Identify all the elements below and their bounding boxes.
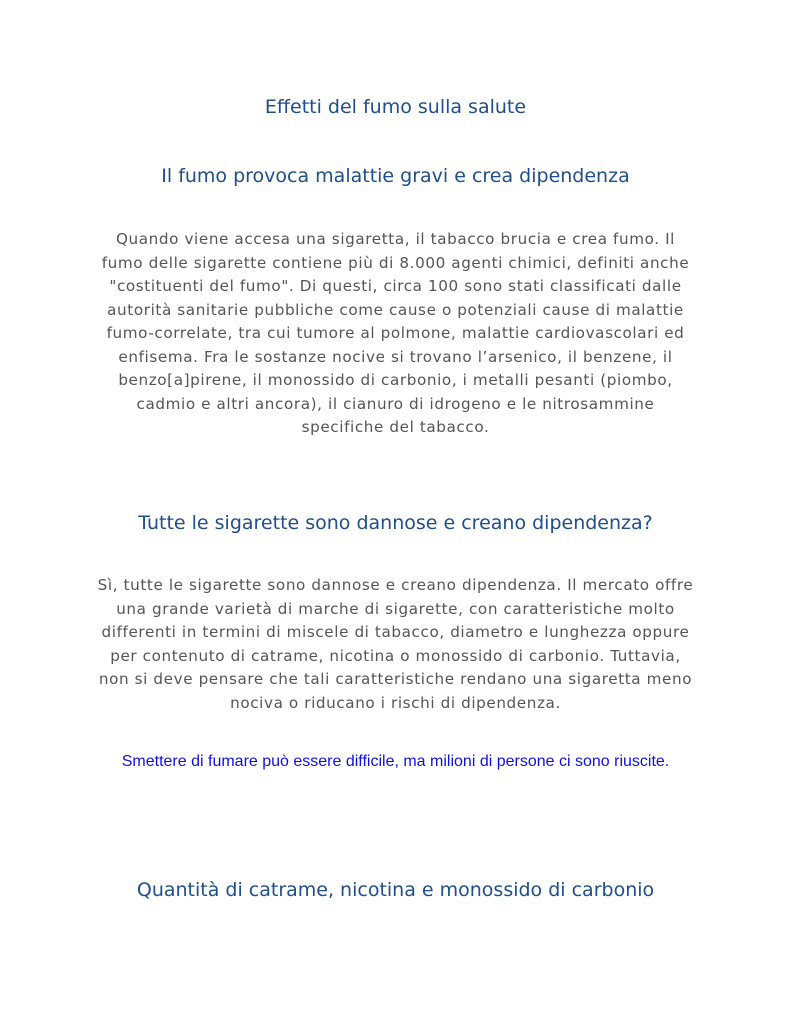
section-paragraph-health-effects: Quando viene accesa una sigaretta, il tabacco brucia e crea fumo. Il fumo delle sigarette contiene più di 8.000 agenti chimici, definiti anche "costituenti del fumo". Di questi, circa 100 sono stati classificati dalle autorità sanitarie pubbliche come cause o potenziali cause di malattie fumo-correlate, tra cui tumore al polmone, malattie cardiovascolari ed enfisema. Fra le sostanze nocive si trovano l’arsenico, il benzene, il benzo[a]pirene, il monossido di carbonio, i metalli pesanti (piombo, cadmio e altri ancora), il cianuro di idrogeno e le nitrosammine specifiche del tabacco. [101,230,690,436]
quit-smoking-note: Smettere di fumare può essere difficile, ma milioni di persone ci sono riuscite. [121,753,670,770]
document-title: Effetti del fumo sulla salute [264,96,527,118]
section-heading-tar-nicotine-co: Quantità di catrame, nicotina e monossido di carbonio [136,879,655,901]
section-heading-all-cigarettes: Tutte le sigarette sono dannose e creano dipendenza? [138,512,653,534]
section-paragraph-all-cigarettes: Sì, tutte le sigarette sono dannose e creano dipendenza. Il mercato offre una grande varietà di marche di sigarette, con caratteristiche molto differenti in termini di miscele di tabacco, diametro e lunghezza oppure per contenuto di catrame, nicotina o monossido di carbonio. Tuttavia, non si deve pensare che tali caratteristiche rendano una sigaretta meno nociva o riducano i rischi di dipendenza. [97,576,694,712]
section-heading-health-effects: Il fumo provoca malattie gravi e crea dipendenza [161,165,630,187]
